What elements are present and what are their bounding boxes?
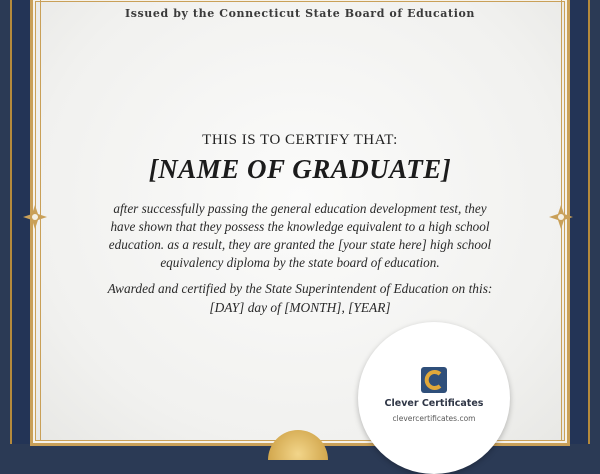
watermark-badge — [358, 322, 510, 474]
awarded-line: Awarded and certified by the State Superintendent of Education on this: — [107, 281, 493, 296]
date-line: [DAY] day of [MONTH], [YEAR] — [209, 300, 391, 315]
left-ornament-icon — [22, 204, 48, 230]
body-line: after successfully passing the general education development test, they — [113, 201, 487, 216]
body-line: education. as a result, they are granted the [your state here] high school — [108, 237, 492, 252]
certify-heading: THIS IS TO CERTIFY THAT: — [202, 132, 398, 148]
certificate-body — [85, 200, 515, 272]
body-line: equivalency diploma by the state board of education. — [160, 255, 440, 270]
graduate-name: [NAME OF GRADUATE] — [148, 154, 452, 184]
watermark-url: clevercertificates.com — [392, 414, 476, 423]
right-ornament-icon — [548, 204, 574, 230]
clever-certificates-logo-icon — [420, 366, 448, 394]
watermark-brand: Clever Certificates — [384, 398, 484, 409]
body-line: have shown that they possess the knowledge equivalent to a high school — [110, 219, 490, 234]
issued-by-text: Issued by the Connecticut State Board of Education — [124, 7, 476, 20]
